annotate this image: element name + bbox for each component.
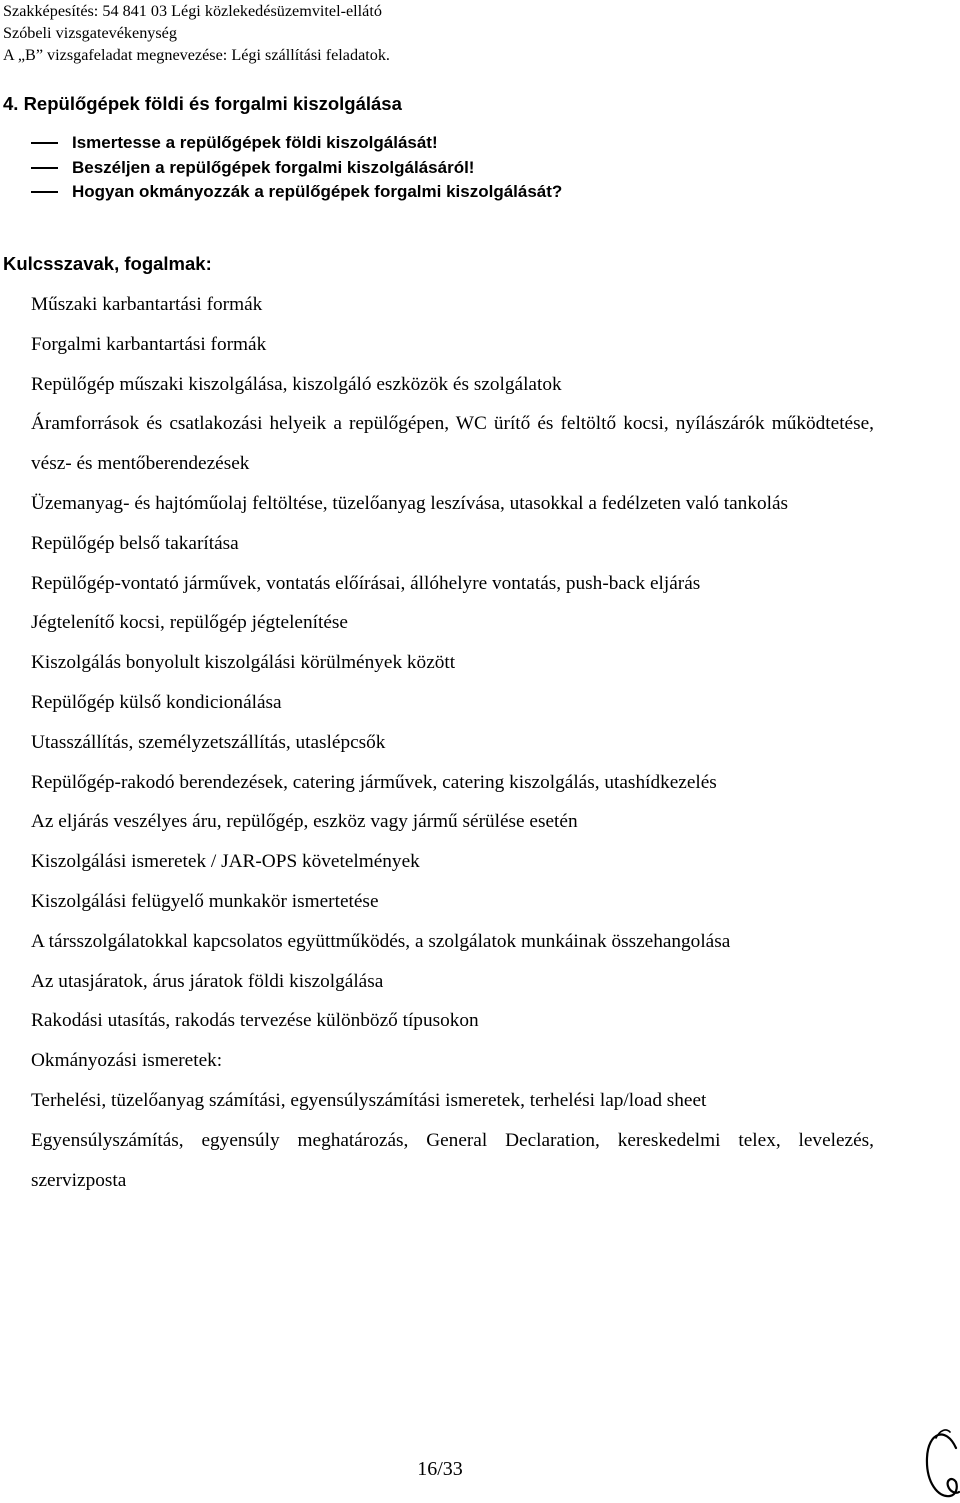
keyword-item: Repülőgép-vontató járművek, vontatás előírásai, állóhelyre vontatás, push-back eljárás <box>31 572 701 594</box>
task-item <box>31 131 562 156</box>
header-exam-activity: Szóbeli vizsgatevékenység <box>3 24 177 42</box>
keyword-item: Kiszolgálás bonyolult kiszolgálási körülmények között <box>31 652 456 674</box>
keyword-item: Műszaki karbantartási formák <box>31 294 263 315</box>
keyword-item: A társszolgálatokkal kapcsolatos együttműködés, a szolgálatok munkáinak összehangolása <box>31 930 731 952</box>
keyword-item: Forgalmi karbantartási formák <box>31 333 267 355</box>
keyword-item: Repülőgép külső kondicionálása <box>31 691 282 713</box>
keyword-item: Egyensúlyszámítás, egyensúly meghatározás, General Declaration, kereskedelmi telex, levelezés, szervizposta <box>31 1129 874 1191</box>
task-text: Hogyan okmányozzák a repülőgépek forgalmi kiszolgálását? <box>72 182 563 202</box>
keyword-item: Repülőgép-rakodó berendezések, catering járművek, catering kiszolgálás, utashídkezelés <box>31 771 717 793</box>
keywords-list <box>31 285 874 1200</box>
keyword-item: Utasszállítás, személyzetszállítás, utaslépcsők <box>31 731 386 753</box>
document-header <box>3 0 903 66</box>
page-number: 16/33 <box>417 1458 463 1480</box>
keywords-title: Kulcsszavak, fogalmak: <box>3 253 212 274</box>
keyword-item: Terhelési, tüzelőanyag számítási, egyensúlyszámítási ismeretek, terhelési lap/load sheet <box>31 1089 707 1111</box>
task-text: Beszéljen a repülőgépek forgalmi kiszolgálásáról! <box>72 157 475 177</box>
header-task-name: A „B” vizsgafeladat megnevezése: Légi szállítási feladatok. <box>3 46 390 64</box>
task-item <box>31 180 562 205</box>
keyword-item: Jégtelenítő kocsi, repülőgép jégtelenítése <box>31 612 348 634</box>
keyword-item: Áramforrások és csatlakozási helyeik a repülőgépen, WC ürítő és feltöltő kocsi, nyílászárók működtetése, vész- és mentőberendezések <box>31 413 874 475</box>
task-list <box>31 131 562 205</box>
keyword-item: Üzemanyag- és hajtóműolaj feltöltése, tüzelőanyag leszívása, utasokkal a fedélzeten való tankolás <box>31 492 789 514</box>
dash-bullet-icon <box>31 191 58 193</box>
keyword-item: Az utasjáratok, árus járatok földi kiszolgálása <box>31 970 384 992</box>
keyword-item: Kiszolgálási felügyelő munkakör ismertetése <box>31 890 379 912</box>
dash-bullet-icon <box>31 167 58 169</box>
keyword-item: Rakodási utasítás, rakodás tervezése különböző típusokon <box>31 1010 479 1032</box>
keyword-item: Kiszolgálási ismeretek / JAR-OPS követelmények <box>31 851 420 873</box>
keyword-item: Az eljárás veszélyes áru, repülőgép, eszköz vagy jármű sérülése esetén <box>31 811 578 833</box>
task-text: Ismertesse a repülőgépek földi kiszolgálását! <box>72 133 438 153</box>
header-qualification: Szakképesítés: 54 841 03 Légi közlekedésüzemvitel-ellátó <box>3 2 382 20</box>
task-item <box>31 156 562 181</box>
keyword-item: Repülőgép műszaki kiszolgálása, kiszolgáló eszközök és szolgálatok <box>31 373 562 395</box>
dash-bullet-icon <box>31 142 58 144</box>
signature-mark <box>916 1418 960 1503</box>
keyword-item: Repülőgép belső takarítása <box>31 532 239 554</box>
documentation-subheading: Okmányozási ismeretek: <box>31 1050 223 1072</box>
section-title: 4. Repülőgépek földi és forgalmi kiszolgálása <box>3 93 402 114</box>
